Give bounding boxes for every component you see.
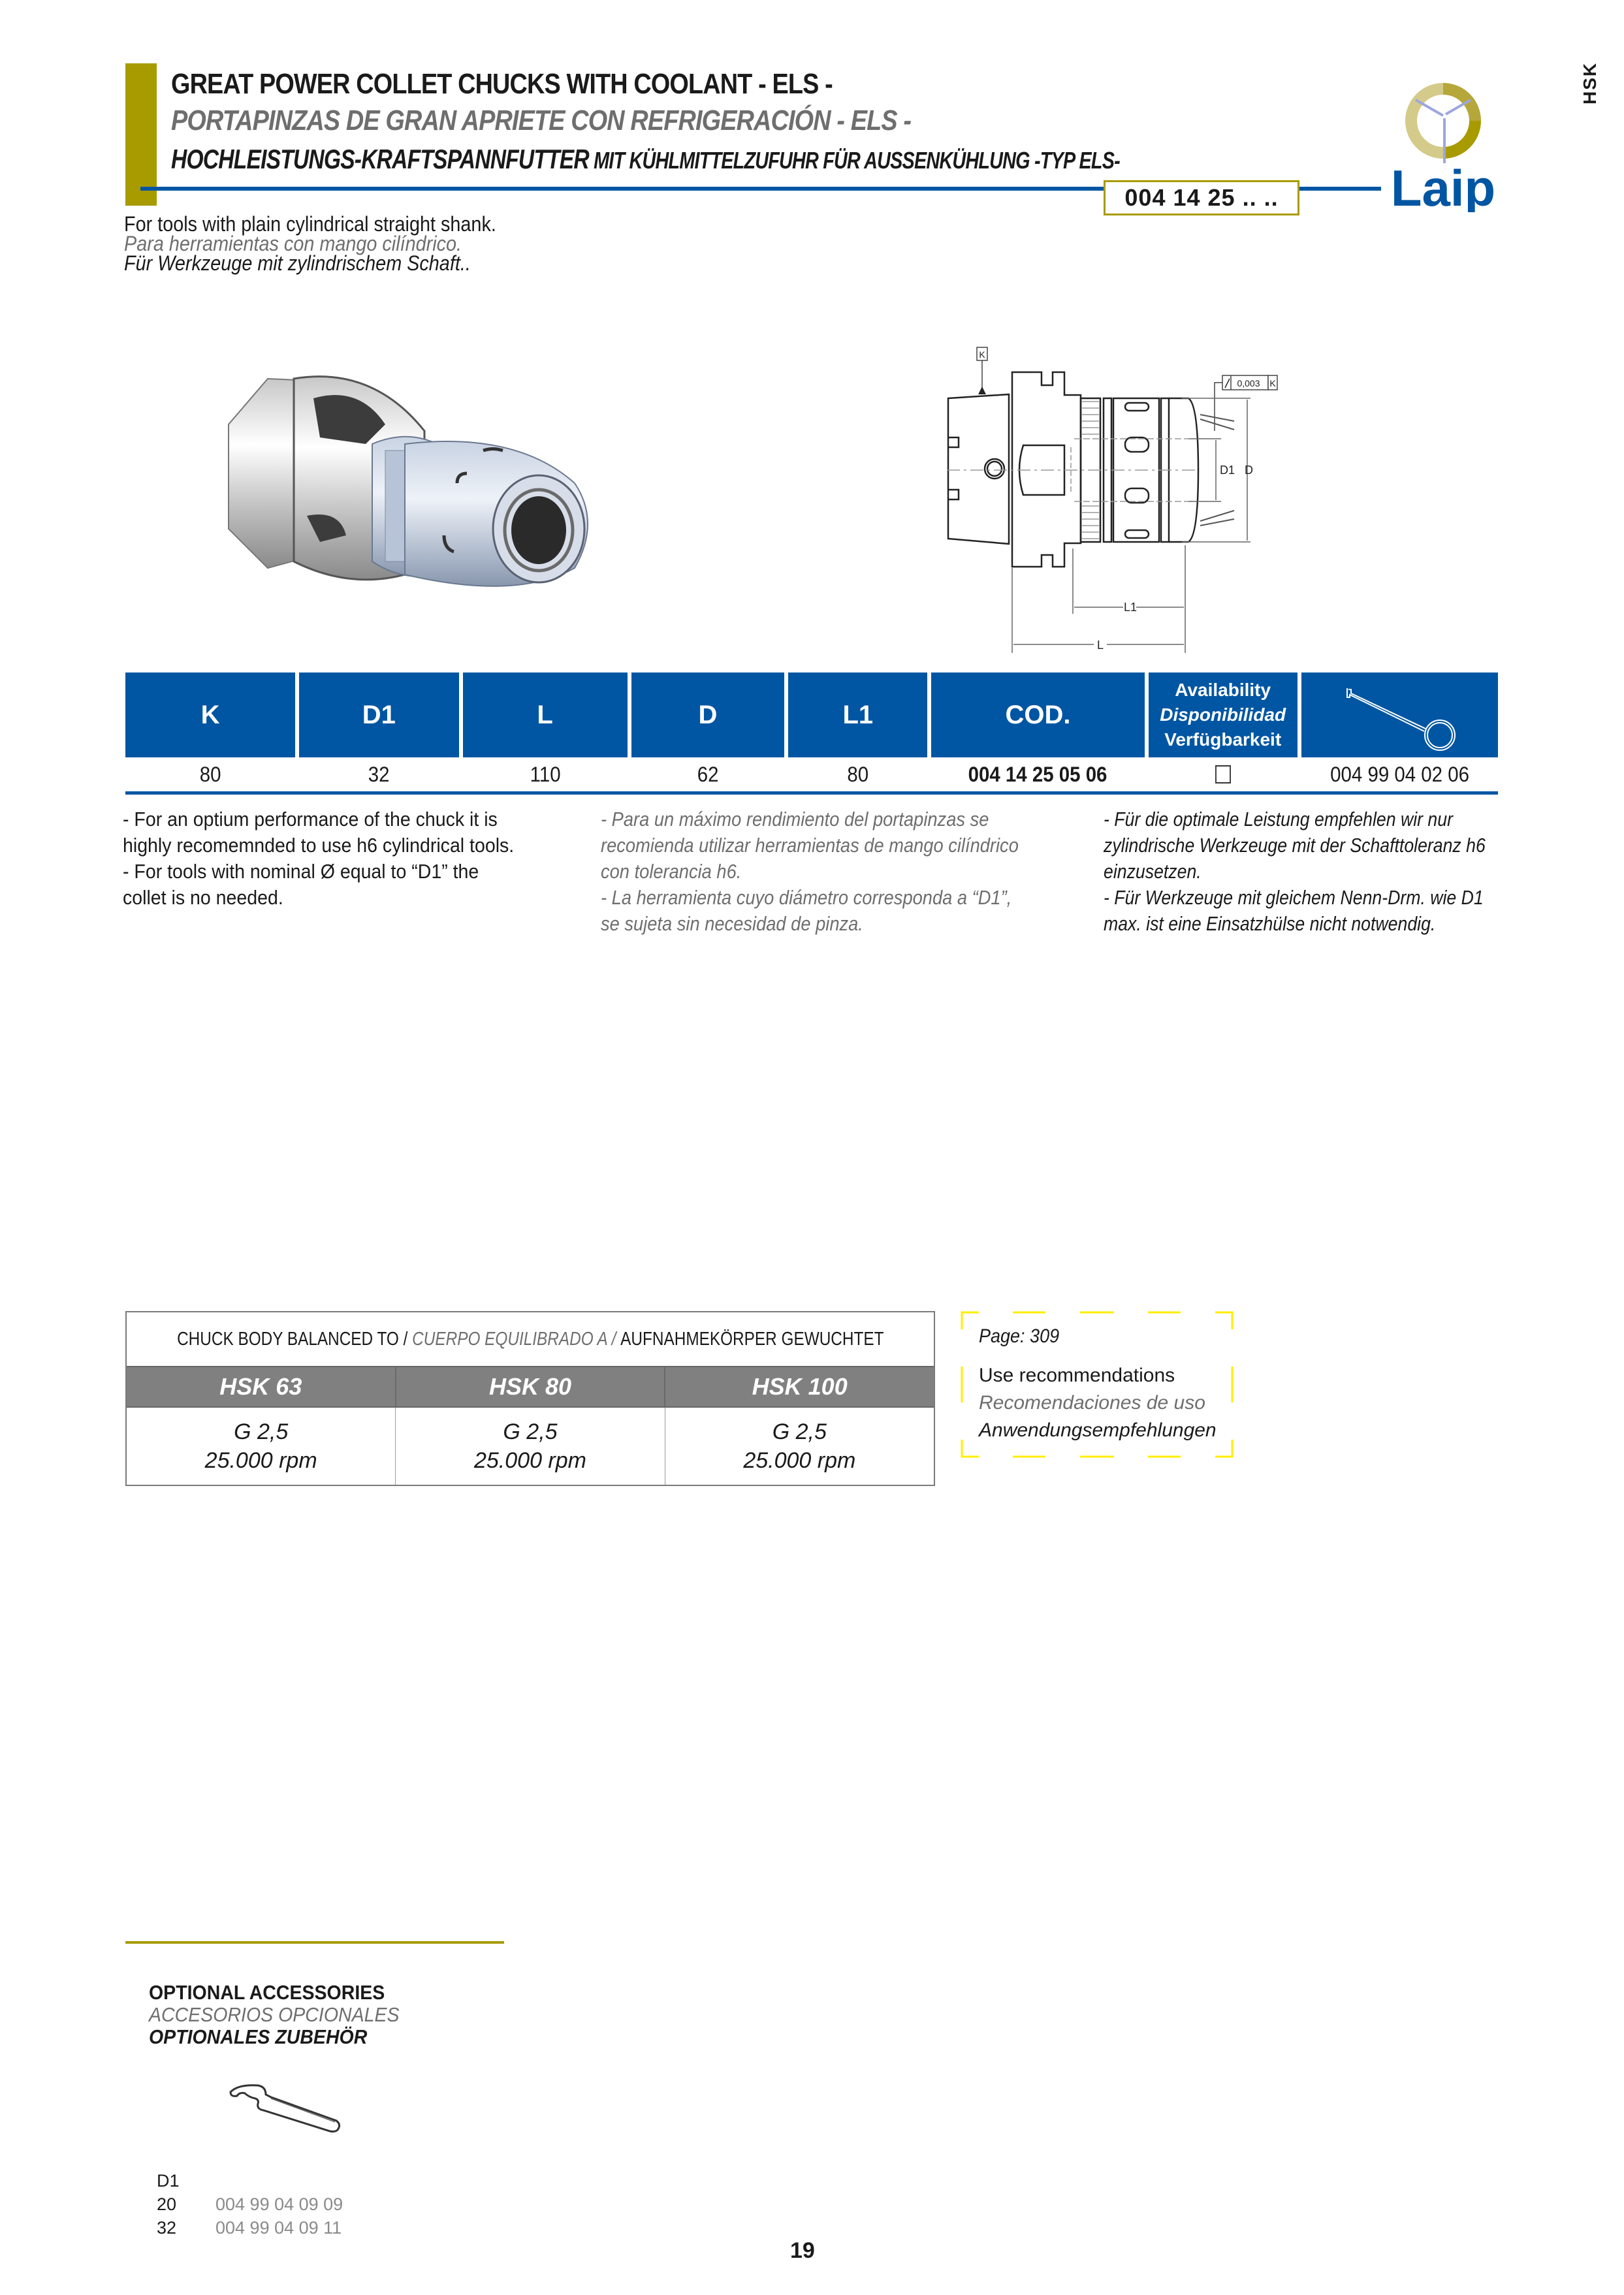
- datum-label: K: [979, 349, 985, 360]
- header-availability-es: Disponibilidad: [1160, 704, 1286, 725]
- notes-de: [1104, 806, 1548, 937]
- notes-es: [601, 806, 1075, 937]
- dim-l1-label: L1: [1124, 601, 1138, 614]
- accessory-code: 004 99 04 09 11: [215, 2218, 342, 2238]
- section-tag: [1570, 61, 1610, 104]
- accessory-code: 004 99 04 09 09: [215, 2194, 343, 2214]
- header-l: L: [463, 673, 628, 757]
- accessories-list: [157, 2169, 343, 2240]
- accessories-list-header: [157, 2169, 343, 2192]
- accessories-rule: [125, 1941, 504, 1944]
- section-tag-label: HSK: [1580, 61, 1600, 104]
- product-image: [209, 353, 614, 607]
- note-line: - Für die optimale Leistung empfehlen wir nur: [1104, 808, 1453, 831]
- balance-header-hsk63: HSK 63: [127, 1367, 396, 1406]
- note-line: - La herramienta cuyo diámetro corresponda a “D1”,: [601, 886, 1012, 909]
- balance-grade: G 2,5: [234, 1419, 289, 1444]
- balance-title-de: AUFNAHMEKÖRPER GEWUCHTET: [620, 1328, 884, 1350]
- cell-l: 110: [530, 762, 561, 786]
- intro-en: For tools with plain cylindrical straight shank.: [124, 212, 496, 236]
- intro-es: Para herramientas con mango cilíndrico.: [124, 232, 462, 255]
- intro-text: [124, 214, 537, 273]
- logo-wordmark: Laip: [1390, 159, 1496, 212]
- header-k: K: [125, 673, 295, 757]
- header-availability-de: Verfügbarkeit: [1164, 729, 1282, 750]
- intro-de: Für Werkzeuge mit zylindrischem Schaft..: [124, 251, 471, 275]
- balance-cell: [665, 1408, 934, 1485]
- dim-l-label: L: [1097, 639, 1104, 652]
- product-code-prefix: 004 14 25 .. ..: [1104, 180, 1299, 215]
- runout-datum: K: [1269, 378, 1276, 388]
- balance-header-hsk100: HSK 100: [752, 1373, 848, 1400]
- page-reference-de: Anwendungsempfehlungen: [979, 1419, 1217, 1441]
- list-item: [157, 2192, 343, 2216]
- note-line: collet is no needed.: [123, 886, 283, 909]
- table-row: [125, 757, 1498, 795]
- note-line: max. ist eine Einsatzhülse nicht notwendig.: [1104, 912, 1436, 935]
- page-title-de-main: HOCHLEISTUNGS-KRAFTSPANNFUTTER: [171, 144, 589, 174]
- header-d: D: [631, 673, 784, 757]
- accessories-column-d1: D1: [157, 2171, 180, 2191]
- header-l1: L1: [788, 673, 927, 757]
- balance-table-row: [127, 1408, 934, 1485]
- product-table: [125, 673, 1498, 795]
- balance-cell: [396, 1408, 665, 1485]
- balance-cell: [127, 1408, 396, 1485]
- header-availability-en: Availability: [1175, 680, 1271, 700]
- technical-drawing: [940, 340, 1463, 666]
- note-line: - Für Werkzeuge mit gleichem Nenn-Drm. wie D1: [1104, 886, 1484, 909]
- cell-k: 80: [199, 762, 221, 786]
- accessory-d1: 20: [157, 2194, 177, 2214]
- page-title-es: PORTAPINZAS DE GRAN APRIETE CON REFRIGERACIÓN - ELS -: [171, 104, 912, 136]
- note-line: se sujeta sin necesidad de pinza.: [601, 912, 863, 935]
- balance-table: [125, 1311, 935, 1486]
- balance-speed: 25.000 rpm: [473, 1448, 586, 1473]
- cell-d1: 32: [368, 762, 390, 786]
- page-title-de: [171, 144, 1120, 175]
- note-line: - For an optium performance of the chuck it is: [123, 808, 498, 831]
- balance-grade: G 2,5: [772, 1419, 827, 1444]
- header-cod: COD.: [931, 673, 1144, 757]
- page-title-de-sub: MIT KÜHLMITTELZUFUHR FÜR AUSSENKÜHLUNG -TYP ELS-: [588, 147, 1120, 174]
- cell-cod: 004 14 25 05 06: [968, 762, 1107, 786]
- notes-en: [123, 806, 548, 911]
- header-d1: D1: [299, 673, 458, 757]
- product-table-header: [125, 673, 1498, 757]
- dim-d-label: D: [1245, 464, 1253, 477]
- balance-title-es: CUERPO EQUILIBRADO A /: [411, 1328, 620, 1350]
- balance-speed: 25.000 rpm: [743, 1448, 856, 1473]
- hook-wrench-icon: [1328, 679, 1471, 751]
- cell-l1: 80: [847, 762, 869, 786]
- header-key: [1301, 673, 1498, 757]
- laip-logo: [1378, 75, 1508, 212]
- accessories-title-es: ACCESORIOS OPCIONALES: [149, 2003, 400, 2026]
- balance-header-hsk80: HSK 80: [396, 1367, 666, 1406]
- accessories-title-de: OPTIONALES ZUBEHÖR: [149, 2025, 368, 2048]
- note-line: - Para un máximo rendimiento del portapinzas se: [601, 808, 989, 831]
- logo-emblem-icon: [1405, 83, 1481, 163]
- spanner-wrench-icon: [225, 2083, 343, 2135]
- balance-grade: G 2,5: [503, 1419, 558, 1444]
- accessories-heading: [149, 1982, 421, 2048]
- note-line: con tolerancia h6.: [601, 860, 742, 883]
- accessory-d1: 32: [157, 2218, 177, 2238]
- page-reference-link[interactable]: [961, 1311, 1234, 1458]
- note-line: zylindrische Werkzeuge mit der Schafttoleranz h6: [1104, 834, 1486, 857]
- dim-d1-label: D1: [1220, 464, 1235, 477]
- runout-value: 0,003: [1237, 378, 1260, 388]
- note-line: recomienda utilizar herramientas de mango cilíndrico: [601, 834, 1019, 857]
- cell-key-code: 004 99 04 02 06: [1329, 762, 1469, 786]
- note-line: - For tools with nominal Ø equal to “D1” the: [123, 860, 479, 883]
- accessories-title-en: OPTIONAL ACCESSORIES: [149, 1981, 385, 2004]
- page-number: 19: [790, 2238, 815, 2263]
- balance-table-header: [127, 1366, 934, 1408]
- balance-title-en: CHUCK BODY BALANCED TO /: [176, 1328, 412, 1350]
- balance-speed: 25.000 rpm: [204, 1448, 317, 1473]
- note-line: highly recomemnded to use h6 cylindrical tools.: [123, 834, 515, 857]
- page-reference-number: Page: 309: [979, 1325, 1060, 1347]
- page-reference-es: Recomendaciones de uso: [979, 1392, 1205, 1414]
- note-line: einzusetzen.: [1104, 860, 1202, 883]
- header-availability: [1149, 673, 1298, 757]
- header-accent-bar: [125, 63, 157, 206]
- availability-checkbox[interactable]: [1215, 765, 1231, 783]
- page-reference-en: Use recommendations: [979, 1365, 1175, 1386]
- cell-d: 62: [697, 762, 719, 786]
- balance-table-title: [127, 1312, 934, 1366]
- cell-availability: [1154, 757, 1292, 791]
- page-title-en: GREAT POWER COLLET CHUCKS WITH COOLANT - ELS -: [171, 68, 833, 100]
- list-item: [157, 2216, 343, 2240]
